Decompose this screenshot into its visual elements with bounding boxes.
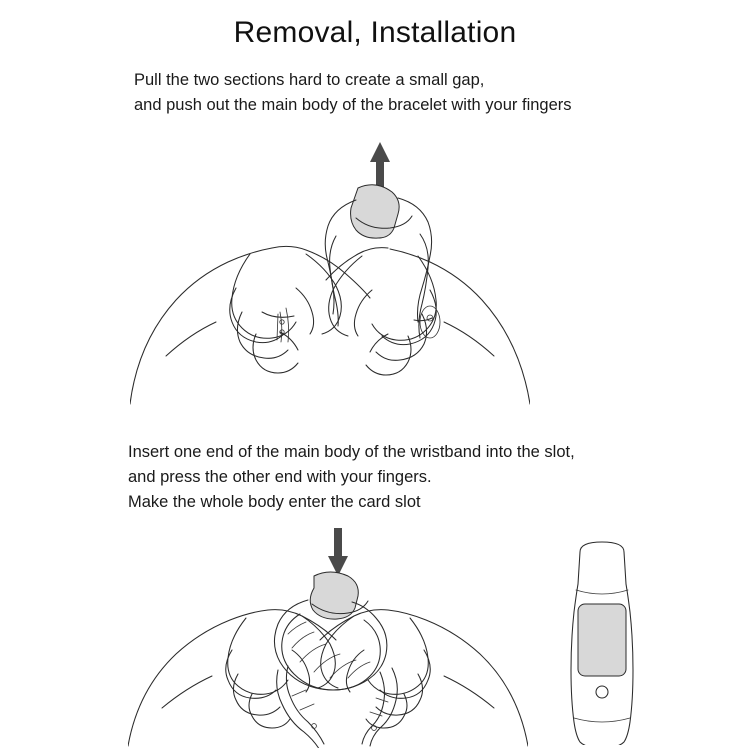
step-2-caption-line-3: Make the whole body enter the card slot xyxy=(128,493,421,511)
figure-assembled-bracelet xyxy=(548,540,658,745)
step-1-caption xyxy=(134,68,572,118)
step-2-caption-line-2: and press the other end with your fingers. xyxy=(128,468,432,486)
step-2-caption-line-1: Insert one end of the main body of the wristband into the slot, xyxy=(128,443,575,461)
bracelet-screen xyxy=(578,604,626,676)
step-2-caption xyxy=(128,440,575,515)
strap-right xyxy=(398,198,440,338)
bracelet-button xyxy=(596,686,608,698)
step-1-caption-line-2: and push out the main body of the bracelet with your fingers xyxy=(134,96,572,114)
hand-left-2 xyxy=(128,610,336,746)
hand-left xyxy=(130,246,370,404)
step-1-caption-line-1: Pull the two sections hard to create a small gap, xyxy=(134,71,485,89)
figure-hands-pull-apart xyxy=(130,136,530,406)
tracker-body-1 xyxy=(351,185,412,238)
page-title: Removal, Installation xyxy=(233,16,517,49)
figure-hands-press-in xyxy=(128,528,528,748)
arrow-down-icon xyxy=(328,528,348,576)
strap-loop xyxy=(274,600,397,748)
hand-right-2 xyxy=(320,610,528,746)
tracker-body-2 xyxy=(310,572,368,619)
